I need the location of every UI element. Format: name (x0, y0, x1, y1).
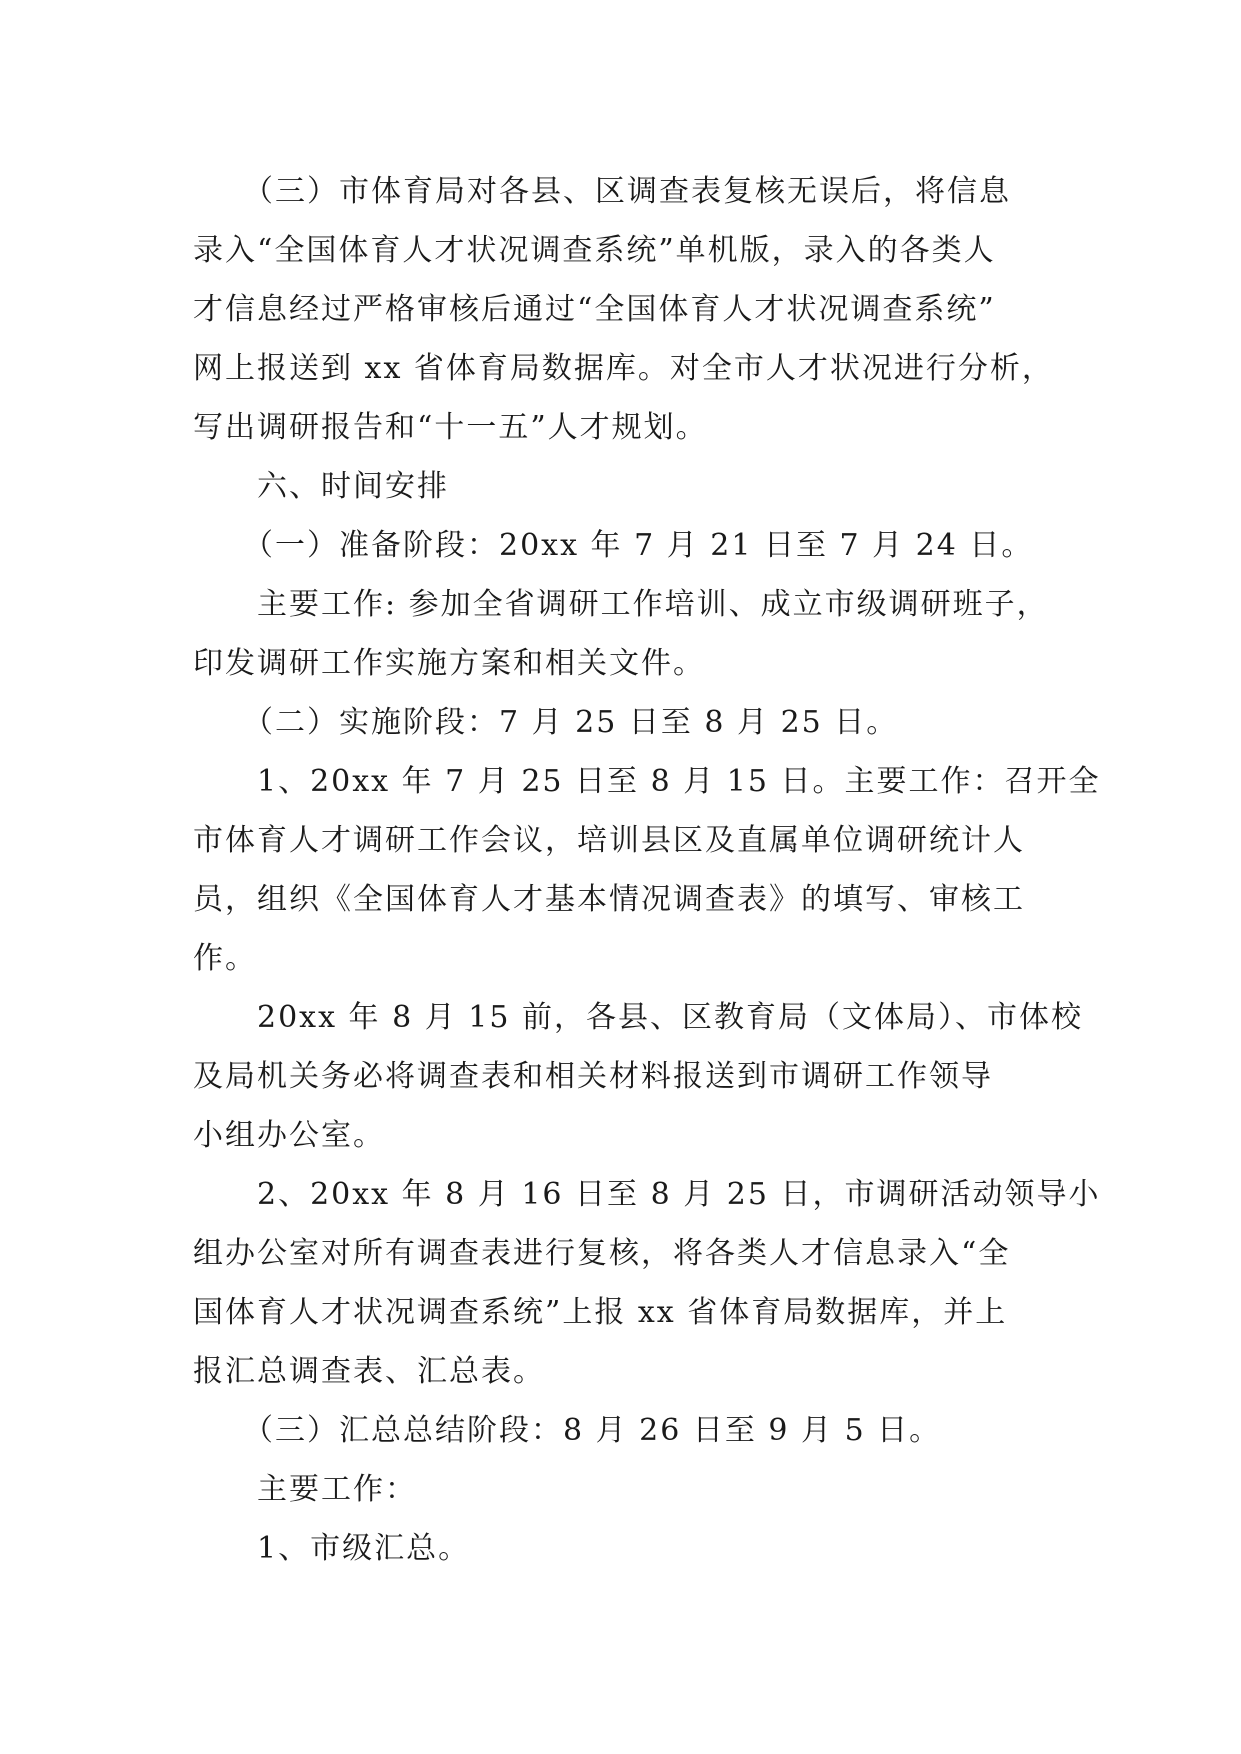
subsection-heading: （二）实施阶段：7 月 25 日至 8 月 25 日。 (243, 705, 899, 740)
paragraph-line: 20xx 年 8 月 15 前，各县、区教育局（文体局）、市体校 (257, 1000, 1083, 1035)
document-body (193, 162, 1101, 1578)
paragraph-line: 录入“全国体育人才状况调查系统”单机版，录入的各类人 (193, 233, 996, 268)
subsection-heading: （一）准备阶段：20xx 年 7 月 21 日至 7 月 24 日。 (243, 528, 1034, 563)
paragraph-line: 员，组织《全国体育人才基本情况调查表》的填写、审核工 (193, 882, 1025, 917)
paragraph-line: 主要工作： (257, 1472, 417, 1507)
subsection-heading: （三）汇总总结阶段：8 月 26 日至 9 月 5 日。 (243, 1413, 942, 1448)
paragraph-line: 小组办公室。 (193, 1118, 385, 1153)
paragraph-line: 组办公室对所有调查表进行复核，将各类人才信息录入“全 (193, 1236, 1011, 1271)
section-heading: 六、时间安排 (257, 469, 449, 504)
paragraph-line: （三）市体育局对各县、区调查表复核无误后，将信息 (243, 174, 1011, 209)
paragraph-line: 网上报送到 xx 省体育局数据库。对全市人才状况进行分析， (193, 351, 1054, 386)
paragraph-line: 及局机关务必将调查表和相关材料报送到市调研工作领导 (193, 1059, 993, 1094)
paragraph-line: 国体育人才状况调查系统”上报 xx 省体育局数据库，并上 (193, 1295, 1008, 1330)
paragraph-line: 报汇总调查表、汇总表。 (193, 1354, 545, 1389)
paragraph-line: 印发调研工作实施方案和相关文件。 (193, 646, 705, 681)
paragraph-line: 1、市级汇总。 (257, 1531, 471, 1566)
paragraph-line: 主要工作: 参加全省调研工作培训、成立市级调研班子， (257, 587, 1049, 622)
paragraph-line: 市体育人才调研工作会议，培训县区及直属单位调研统计人 (193, 823, 1025, 858)
paragraph-line: 作。 (193, 941, 257, 976)
paragraph-line: 1、20xx 年 7 月 25 日至 8 月 15 日。主要工作：召开全 (257, 764, 1101, 799)
paragraph-line: 2、20xx 年 8 月 16 日至 8 月 25 日，市调研活动领导小 (257, 1177, 1101, 1212)
paragraph-line: 写出调研报告和“十一五”人才规划。 (193, 410, 708, 445)
paragraph-line: 才信息经过严格审核后通过“全国体育人才状况调查系统” (193, 292, 996, 327)
